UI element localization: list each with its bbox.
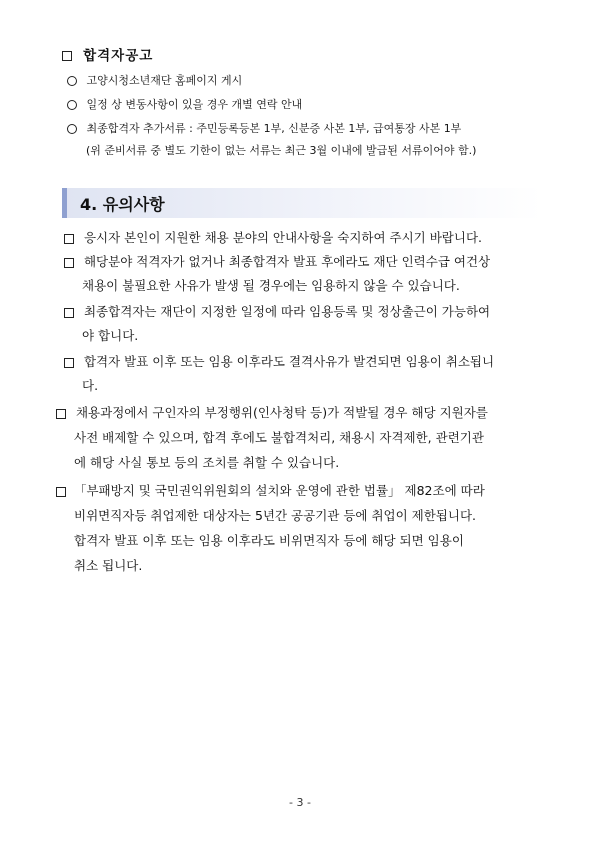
announcement-item [67,96,302,112]
notice-item [56,481,485,499]
square-bullet-icon [64,358,74,368]
square-bullet-icon [62,51,72,61]
square-bullet-icon [64,258,74,268]
notice-line: 야 합니다. [82,328,139,343]
page-number: - 3 - [289,796,311,809]
notice-item [64,252,490,270]
notice-line: 사전 배제할 수 있으며, 합격 후에도 불합격처리, 채용시 자격제한, 관련기관 [74,430,484,445]
notice-item [56,403,488,421]
announcement-item-text: 일정 상 변동사항이 있을 경우 개별 연락 안내 [86,98,303,111]
square-bullet-icon [56,409,66,419]
square-bullet-icon [64,234,74,244]
announcement-item-text: 고양시청소년재단 홈페이지 게시 [86,74,243,87]
notice-line: 채용이 불필요한 사유가 발생 될 경우에는 임용하지 않을 수 있습니다. [82,278,460,293]
notice-line: 해당분야 적격자가 없거나 최종합격자 발표 후에라도 재단 인력수급 여건상 [83,254,491,269]
notice-line: 비위면직자등 취업제한 대상자는 5년간 공공기관 등에 취업이 제한됩니다. [74,508,476,523]
circle-bullet-icon [67,100,77,110]
notice-line: 응시자 본인이 지원한 채용 분야의 안내사항을 숙지하여 주시기 바랍니다. [83,230,482,245]
announcement-item [67,120,461,136]
notice-line: 합격자 발표 이후 또는 임용 이후라도 비위면직자 등에 해당 되면 임용이 [74,533,464,548]
section-heading: 4. 유의사항 [80,195,165,214]
notice-line: 다. [82,378,99,393]
notice-line: 취소 됩니다. [74,558,143,573]
notice-item [64,228,482,246]
square-bullet-icon [64,308,74,318]
notice-line: 「부패방지 및 국민권익위원회의 설치와 운영에 관한 법률」 제82조에 따라 [73,483,485,498]
circle-bullet-icon [67,76,77,86]
notice-line: 에 해당 사실 통보 등의 조치를 취할 수 있습니다. [74,455,340,470]
notice-item [64,302,490,320]
circle-bullet-icon [67,124,77,134]
notice-line: 채용과정에서 구인자의 부정행위(인사청탁 등)가 적발될 경우 해당 지원자를 [75,405,488,420]
announcement-title: 합격자공고 [83,48,154,64]
notice-line: 합격자 발표 이후 또는 임용 이후라도 결격사유가 발견되면 임용이 취소됩니 [83,354,495,369]
announcement-note: (위 준비서류 중 별도 기한이 없는 서류는 최근 3월 이내에 발급된 서류이어야 함.) [86,144,477,157]
announcement-item [67,72,242,88]
announcement-header [62,44,153,64]
announcement-item-text: 최종합격자 추가서류 : 주민등록등본 1부, 신분증 사본 1부, 급여통장 사본 1부 [86,122,462,135]
notice-line: 최종합격자는 재단이 지정한 일정에 따라 임용등록 및 정상출근이 가능하여 [83,304,491,319]
square-bullet-icon [56,487,66,497]
notice-item [64,352,494,370]
section-heading-accent [62,188,67,218]
